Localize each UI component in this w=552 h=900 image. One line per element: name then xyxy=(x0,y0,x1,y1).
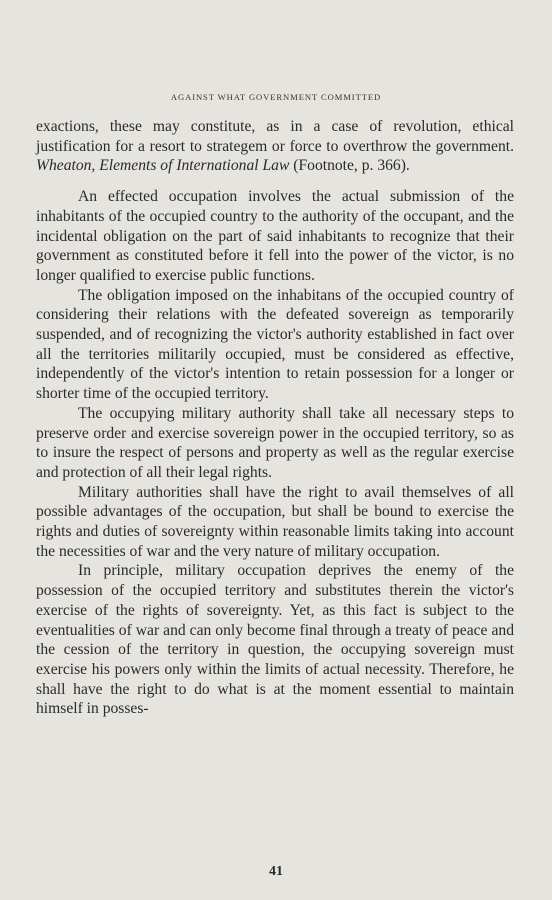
paragraph-5: Military authorities shall have the right to avail themselves of all possible advantages of the occupation, but shall be bound to exercise the rights and duties of sovereignty within reasonable limits taking into account the necessities of war and the very nature of military occupation. xyxy=(36,483,514,560)
page-number: 41 xyxy=(269,864,283,879)
citation: Wheaton, Elements of International Law xyxy=(36,157,290,175)
paragraph-1 xyxy=(36,117,514,176)
body-text xyxy=(36,117,514,719)
paragraph-4: The occupying military authority shall take all necessary steps to preserve order and exercise sovereign power in the occupied territory, so as to insure the respect of persons and property as well as the regular exercise and protection of all their legal rights. xyxy=(36,404,514,481)
paragraph-1-text-before: exactions, these may constitute, as in a case of revolution, ethical justification for a resort to strategem or force to overthrow the government. xyxy=(36,118,514,155)
paragraph-2: An effected occupation involves the actual submission of the inhabitants of the occupied country to the authority of the occupant, and the incidental obligation on the part of said inhabitants to recognize that their government as constituted before it fell into the power of the victor, is no longer qualified to exercise public functions. xyxy=(36,188,514,284)
running-head: AGAINST WHAT GOVERNMENT COMMITTED xyxy=(170,92,382,102)
paragraph-1-text-after: (Footnote, p. 366). xyxy=(289,157,410,175)
paragraph-6: In principle, military occupation deprives the enemy of the possession of the occupied territory and substitutes therein the victor's exercise of the rights of sovereignty. Yet, as this fact is subject to the eventualities of war and can only become final through a treaty of peace and the cession of the territory in question, the occupying sovereign must exercise his powers only within the limits of actual necessity. Therefore, he shall have the right to do what is at the moment essential to maintain himself in posses- xyxy=(36,562,514,718)
paragraph-3: The obligation imposed on the inhabitans of the occupied country of considering their relations with the defeated sovereign as temporarily suspended, and of recognizing the victor's authority established in fact over all the territories militarily occupied, must be considered as effective, independently of the victor's intention to retain possession for a longer or shorter time of the occupied territory. xyxy=(36,286,514,403)
